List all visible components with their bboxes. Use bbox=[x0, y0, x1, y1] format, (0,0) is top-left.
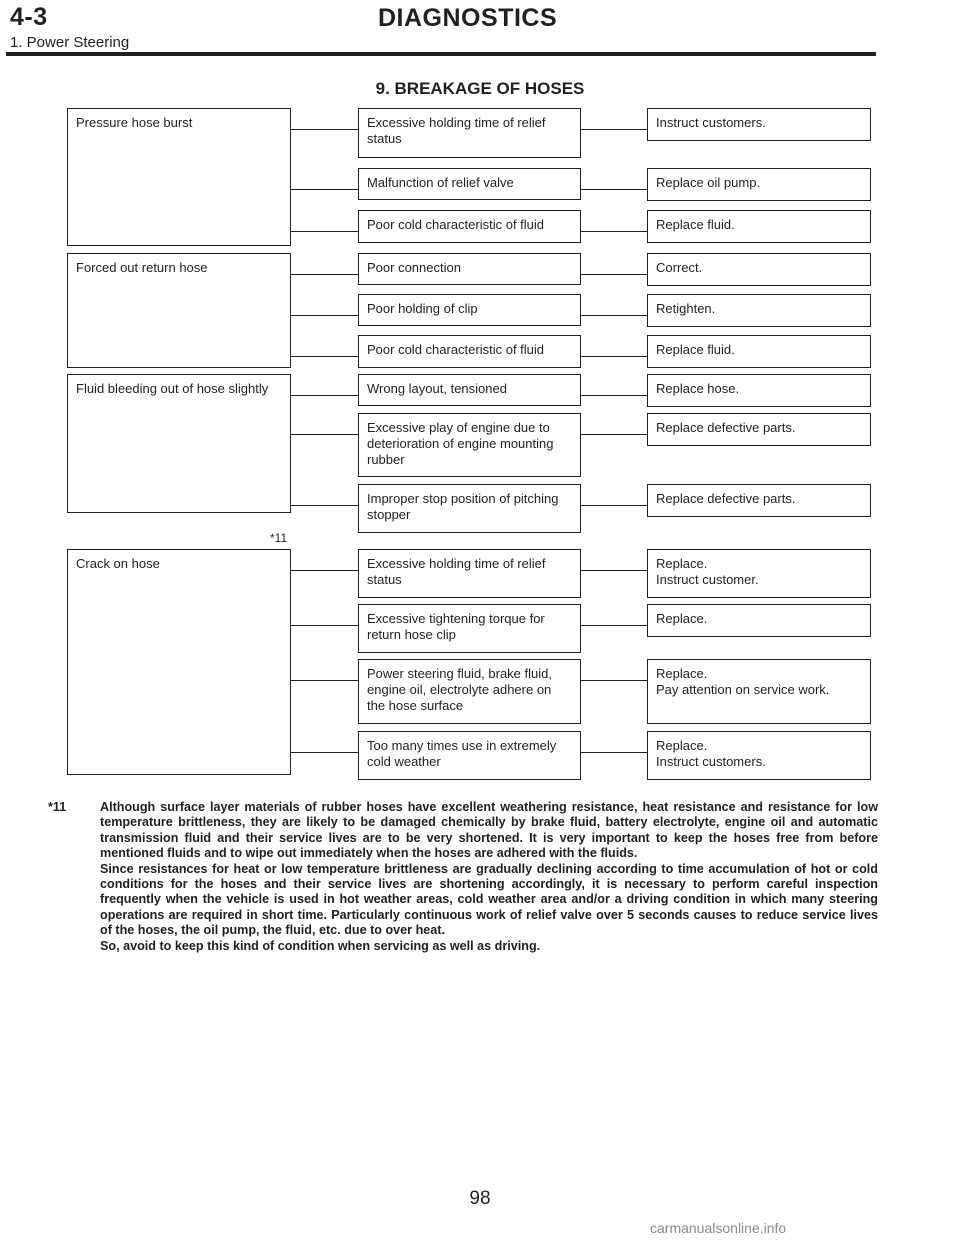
remedy-box: Instruct customers. bbox=[647, 108, 871, 141]
connector-line bbox=[581, 505, 647, 506]
cause-box: Power steering fluid, brake fluid, engine oil, electrolyte adhere on the hose surface bbox=[358, 659, 581, 724]
connector-line bbox=[291, 189, 358, 190]
remedy-box: Retighten. bbox=[647, 294, 871, 327]
cause-box: Excessive holding time of relief status bbox=[358, 108, 581, 158]
remedy-box: Replace defective parts. bbox=[647, 484, 871, 517]
connector-line bbox=[581, 315, 647, 316]
symptom-box: Forced out return hose bbox=[67, 253, 291, 368]
section-code: 4-3 bbox=[10, 3, 48, 31]
symptom-box: Fluid bleeding out of hose slightly bbox=[67, 374, 291, 513]
connector-line bbox=[291, 625, 358, 626]
connector-line bbox=[291, 231, 358, 232]
cause-box: Poor connection bbox=[358, 253, 581, 285]
footnote bbox=[48, 800, 878, 954]
connector-line bbox=[291, 505, 358, 506]
connector-line bbox=[581, 231, 647, 232]
page-header-title: DIAGNOSTICS bbox=[378, 4, 558, 32]
remedy-box: Replace. Instruct customers. bbox=[647, 731, 871, 780]
connector-line bbox=[581, 356, 647, 357]
connector-line bbox=[581, 189, 647, 190]
connector-line bbox=[581, 129, 647, 130]
cause-box: Too many times use in extremely cold weather bbox=[358, 731, 581, 780]
connector-line bbox=[291, 570, 358, 571]
page-header-subtitle: 1. Power Steering bbox=[10, 34, 130, 51]
connector-line bbox=[581, 274, 647, 275]
page-number: 98 bbox=[469, 1188, 491, 1209]
remedy-box: Replace hose. bbox=[647, 374, 871, 407]
remedy-box: Replace oil pump. bbox=[647, 168, 871, 201]
watermark: carmanualsonline.info bbox=[650, 1220, 787, 1236]
connector-line bbox=[581, 395, 647, 396]
footnote-paragraph: Since resistances for heat or low temperature brittleness are gradually declining according to time accumulation of hot or cold conditions for the hoses and their service lives are shortening accordingly, it is necessary to perform careful inspection frequently when the vehicle is used in hot weather areas, cold weather area and/or a driving condition in which many steering operations are required in short time. Particularly continuous work of relief valve over 5 seconds causes to reduce service lives of the hoses, the oil pump, the fluid, etc. due to over heat. bbox=[100, 861, 878, 938]
connector-line bbox=[581, 570, 647, 571]
footnote-paragraph: So, avoid to keep this kind of condition when servicing as well as driving. bbox=[100, 938, 541, 953]
cause-box: Excessive play of engine due to deterioration of engine mounting rubber bbox=[358, 413, 581, 477]
remedy-box: Replace. Instruct customer. bbox=[647, 549, 871, 598]
connector-line bbox=[291, 315, 358, 316]
cause-box: Excessive holding time of relief status bbox=[358, 549, 581, 598]
cause-box: Wrong layout, tensioned bbox=[358, 374, 581, 406]
connector-line bbox=[581, 434, 647, 435]
footnote-paragraph: Although surface layer materials of rubber hoses have excellent weathering resistance, heat resistance and resistance for low temperature brittleness, they are likely to be damaged chemically by brake fluid, battery electrolyte, engine oil and automatic transmission fluid and their service lives are to be very shortened. It is very important to keep the hoses free from before mentioned fluids and to wipe out immediately when the hoses are adhered with the fluids. bbox=[100, 800, 878, 861]
cause-box: Improper stop position of pitching stopper bbox=[358, 484, 581, 533]
connector-line bbox=[291, 395, 358, 396]
cause-box: Poor cold characteristic of fluid bbox=[358, 335, 581, 368]
connector-line bbox=[291, 434, 358, 435]
footnote-body bbox=[100, 800, 878, 954]
symptom-box: Crack on hose bbox=[67, 549, 291, 775]
connector-line bbox=[581, 752, 647, 753]
footnote-marker: *11 bbox=[270, 531, 288, 545]
connector-line bbox=[291, 752, 358, 753]
remedy-box: Replace. bbox=[647, 604, 871, 637]
connector-line bbox=[581, 625, 647, 626]
remedy-box: Replace defective parts. bbox=[647, 413, 871, 446]
cause-box: Malfunction of relief valve bbox=[358, 168, 581, 200]
cause-box: Poor cold characteristic of fluid bbox=[358, 210, 581, 243]
cause-box: Poor holding of clip bbox=[358, 294, 581, 326]
connector-line bbox=[581, 680, 647, 681]
connector-line bbox=[291, 680, 358, 681]
cause-box: Excessive tightening torque for return hose clip bbox=[358, 604, 581, 653]
symptom-box: Pressure hose burst bbox=[67, 108, 291, 246]
connector-line bbox=[291, 129, 358, 130]
footnote-key: *11 bbox=[48, 800, 67, 814]
connector-line bbox=[291, 356, 358, 357]
section-title: 9. BREAKAGE OF HOSES bbox=[375, 79, 585, 98]
connector-line bbox=[291, 274, 358, 275]
remedy-box: Replace fluid. bbox=[647, 335, 871, 368]
remedy-box: Replace. Pay attention on service work. bbox=[647, 659, 871, 724]
remedy-box: Correct. bbox=[647, 253, 871, 286]
remedy-box: Replace fluid. bbox=[647, 210, 871, 243]
